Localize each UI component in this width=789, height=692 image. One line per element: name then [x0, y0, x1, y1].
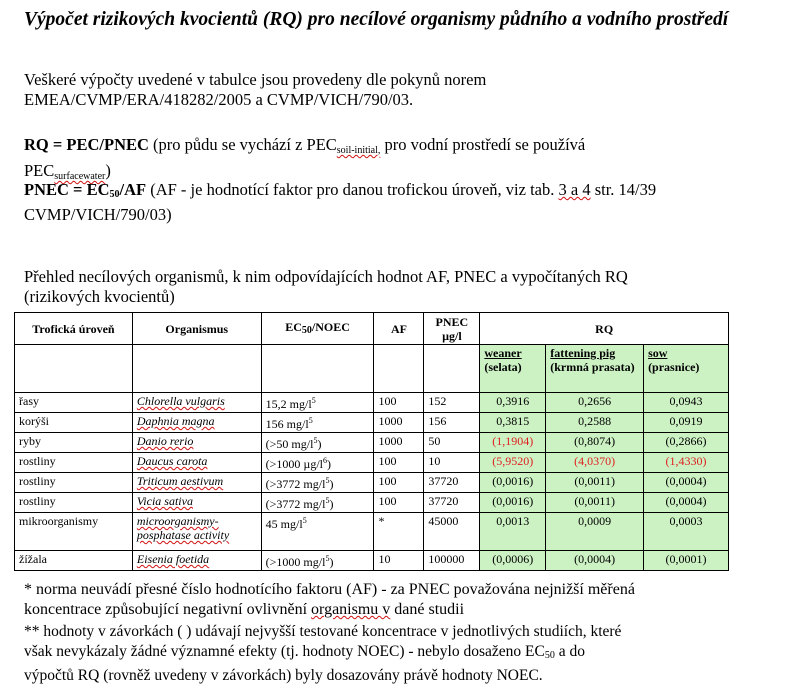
scenario-header-row — [15, 345, 729, 393]
pnec-cell: 37720 — [424, 473, 480, 493]
rq-value-cell: 0,0003 — [644, 513, 729, 551]
intro-paragraph — [24, 70, 486, 110]
organism-cell — [132, 513, 261, 551]
scenario-weaner: weaner (selata) — [480, 345, 546, 393]
scenario-fattening-pig: fattening pig (krmná prasata) — [546, 345, 644, 393]
ec50-cell: 156 $mg/l^5$ — [261, 413, 374, 433]
pnec-cell: 45000 — [424, 513, 480, 551]
trophic-level-cell: žížala — [15, 551, 133, 571]
af-cell: 100 — [374, 493, 424, 513]
table-body — [15, 393, 729, 571]
af-cell: * — [374, 513, 424, 551]
rq-value-cell: 0,3916 — [480, 393, 546, 413]
table-row — [15, 473, 729, 493]
rq-value-cell: (0,0004) — [546, 551, 644, 571]
pnec-cell: 50 — [424, 433, 480, 453]
rq-value-cell: (0,0006) — [480, 551, 546, 571]
af-cell: 100 — [374, 453, 424, 473]
ec50-cell: (>3772 $mg/l^5$) — [261, 473, 374, 493]
rq-value-cell: 0,0013 — [480, 513, 546, 551]
pnec-formula-bold: PNEC = EC50/AF — [24, 180, 147, 200]
rq-value-cell: 0,0919 — [644, 413, 729, 433]
overview-line-2: (rizikových kvocientů) — [24, 287, 175, 306]
overview-caption — [24, 267, 784, 307]
ec50-cell: 45 $mg/l^5$ — [261, 513, 374, 551]
trophic-level-cell: řasy — [15, 393, 133, 413]
trophic-level-cell: rostliny — [15, 453, 133, 473]
rq-value-cell: (0,0016) — [480, 493, 546, 513]
pnec-cell: 10 — [424, 453, 480, 473]
rq-value-cell: (1,1904) — [480, 433, 546, 453]
trophic-level-cell: korýši — [15, 413, 133, 433]
af-cell: 1000 — [374, 413, 424, 433]
footnote-noec: ** hodnoty v závorkách ( ) udávají nejvyšší testované koncentrace v jednotlivých studiích, které však nevykázaly žádné významné efekty (tj. hodnoty NOEC) - nebylo dosaženo EC50 a do výpočtů RQ (rovněž uvedeny v závorkách) byly dosazovány právě hodnoty NOEC. — [24, 623, 622, 684]
organism-name: Triticum aestivum — [136, 474, 224, 488]
rq-formula-text: (pro půdu se vychází z PEC — [148, 135, 337, 154]
table-row — [15, 453, 729, 473]
rq-value-cell: (0,0001) — [644, 551, 729, 571]
pnec-cell: 152 — [424, 393, 480, 413]
rq-value-cell: (0,0011) — [546, 493, 644, 513]
organism-name: Daphnia magna — [136, 414, 215, 428]
pnec-formula-text-2: str. 14/39 — [590, 180, 657, 199]
header-trophic: Trofická úroveň — [15, 313, 133, 345]
document-title: Výpočet rizikových kvocientů (RQ) pro necílové organismy půdního a vodního prostředí — [24, 9, 729, 30]
table-row — [15, 493, 729, 513]
pnec-formula-text: (AF - je hodnotící faktor pro danou trofickou úroveň, viz tab. — [146, 180, 559, 199]
rq-formula-bold: RQ = PEC/PNEC — [24, 135, 149, 154]
risk-quotient-table — [14, 312, 729, 571]
rq-value-cell: (0,2866) — [644, 433, 729, 453]
header-af: AF — [374, 313, 424, 345]
table-reference: 3 a 4 — [558, 180, 591, 199]
table-row — [15, 393, 729, 413]
organism-cell — [132, 473, 261, 493]
trophic-level-cell: rostliny — [15, 493, 133, 513]
ec50-cell: 15,2 $mg/l^5$ — [261, 393, 374, 413]
rq-value-cell: 0,3815 — [480, 413, 546, 433]
scenario-sow: sow (prasnice) — [644, 345, 729, 393]
table-row — [15, 413, 729, 433]
table-row — [15, 433, 729, 453]
rq-value-cell: 0,0943 — [644, 393, 729, 413]
pnec-cell: 156 — [424, 413, 480, 433]
organism-cell — [132, 413, 261, 433]
header-pnec: PNEC µg/l — [424, 313, 480, 345]
pec-label: PEC — [24, 161, 55, 180]
af-cell: 100 — [374, 393, 424, 413]
af-cell: 100 — [374, 473, 424, 493]
table-row — [15, 551, 729, 571]
table-row — [15, 513, 729, 551]
organism-name: Chlorella vulgaris — [136, 394, 225, 408]
rq-value-cell: (0,0016) — [480, 473, 546, 493]
organism-name: microorganismy-posphatase activity — [136, 514, 230, 542]
organism-name: Danio rerio — [136, 434, 194, 448]
ec50-cell: (>50 $mg/l^5$) — [261, 433, 374, 453]
footnote-af: * norma neuvádí přesné číslo hodnotícího faktoru (AF) - za PNEC považována nejnižší měřená koncentrace způsobující negativní ovlivnění organismu v dané studii — [24, 581, 635, 618]
organism-cell — [132, 453, 261, 473]
pnec-formula — [24, 180, 784, 225]
overview-line-1: Přehled necílových organismů, k nim odpovídajících hodnot AF, PNEC a vypočítaných RQ — [24, 267, 628, 286]
rq-value-cell: (0,0004) — [644, 473, 729, 493]
rq-value-cell: 0,2656 — [546, 393, 644, 413]
trophic-level-cell: ryby — [15, 433, 133, 453]
rq-value-cell: (0,0004) — [644, 493, 729, 513]
organism-cell — [132, 493, 261, 513]
rq-formula-text-2: pro vodní prostředí se používá — [380, 135, 586, 154]
rq-value-cell: (4,0370) — [546, 453, 644, 473]
rq-value-cell: (1,4330) — [644, 453, 729, 473]
organism-cell — [132, 393, 261, 413]
organism-cell — [132, 551, 261, 571]
header-rq: RQ — [480, 313, 729, 345]
af-cell: 1000 — [374, 433, 424, 453]
rq-value-cell: 0,0009 — [546, 513, 644, 551]
rq-formula-close: ) — [105, 161, 111, 180]
trophic-level-cell: mikroorganismy — [15, 513, 133, 551]
table-header-row — [15, 313, 729, 345]
header-ec50: EC50/NOEC — [261, 313, 374, 345]
pnec-cell: 100000 — [424, 551, 480, 571]
trophic-level-cell: rostliny — [15, 473, 133, 493]
intro-line-1: Veškeré výpočty uvedené v tabulce jsou provedeny dle pokynů norem — [24, 70, 487, 89]
rq-value-cell: (5,9520) — [480, 453, 546, 473]
pec-soil-subscript: soil-initial, — [336, 145, 381, 156]
rq-value-cell: 0,2588 — [546, 413, 644, 433]
ec50-cell: (>1000 $mg/l^5$) — [261, 551, 374, 571]
af-cell: 10 — [374, 551, 424, 571]
organism-cell — [132, 433, 261, 453]
rq-value-cell: (0,8074) — [546, 433, 644, 453]
header-organism: Organismus — [132, 313, 261, 345]
intro-line-2: EMEA/CVMP/ERA/418282/2005 a CVMP/VICH/790/03. — [24, 90, 414, 109]
ec50-cell: (>3772 $mg/l^5$) — [261, 493, 374, 513]
rq-value-cell: (0,0011) — [546, 473, 644, 493]
organism-name: Daucus carota — [136, 454, 208, 468]
organism-name: Vicia sativa — [136, 494, 193, 508]
ec50-cell: (>1000 $\mu g/l^6$) — [261, 453, 374, 473]
pnec-cell: 37720 — [424, 493, 480, 513]
pec-water-subscript: surfacewater — [54, 171, 106, 182]
pnec-formula-line-2: CVMP/VICH/790/03) — [24, 205, 172, 224]
organism-name: Eisenia foetida — [136, 552, 210, 566]
